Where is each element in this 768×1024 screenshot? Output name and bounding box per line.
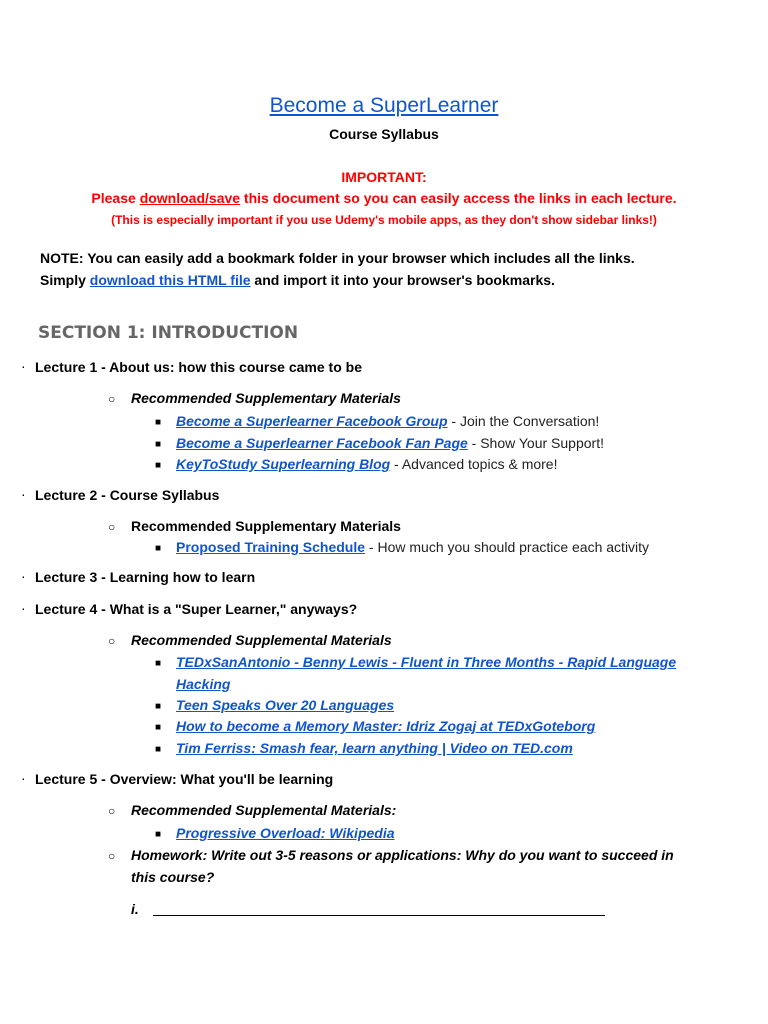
circle-bullet-icon: ○ — [108, 392, 116, 406]
bullet-icon: · — [21, 600, 26, 616]
square-bullet-icon: ■ — [155, 722, 162, 733]
important-text-pre: Please — [91, 190, 140, 206]
training-schedule-link[interactable]: Proposed Training Schedule — [176, 539, 366, 555]
list-item — [176, 740, 573, 756]
lecture-1-materials-heading: Recommended Supplementary Materials — [131, 390, 401, 406]
homework-text — [131, 844, 731, 888]
list-item-continuation — [176, 676, 230, 692]
memory-master-link[interactable]: How to become a Memory Master: Idriz Zogaj at TEDxGoteborg — [176, 718, 596, 734]
answer-blank-line[interactable] — [153, 915, 605, 916]
note-text-pre: Simply — [40, 272, 90, 288]
tim-ferriss-link[interactable]: Tim Ferriss: Smash fear, learn anything | Video on TED.com — [176, 740, 573, 756]
bullet-icon: · — [21, 358, 26, 374]
tedx-benny-lewis-link-cont[interactable]: Hacking — [176, 676, 231, 692]
circle-bullet-icon: ○ — [108, 520, 116, 534]
download-html-link[interactable]: download this HTML file — [89, 272, 251, 288]
important-note: (This is especially important if you use Udemy's mobile apps, as they don't show sidebar links!) — [111, 213, 657, 227]
download-save-link[interactable]: download/save — [139, 190, 241, 206]
list-item — [176, 456, 557, 472]
circle-bullet-icon: ○ — [108, 849, 116, 863]
list-item — [176, 413, 599, 429]
note-text-post: and import it into your browser's bookmarks. — [250, 272, 555, 288]
list-item-desc: - Join the Conversation! — [447, 413, 600, 429]
list-item-desc: - Show Your Support! — [467, 435, 604, 451]
square-bullet-icon: ■ — [155, 417, 162, 428]
lecture-5-title: Lecture 5 - Overview: What you'll be learning — [35, 771, 334, 787]
lecture-4-title: Lecture 4 - What is a "Super Learner," anyways? — [35, 601, 358, 617]
bullet-icon: · — [21, 770, 26, 786]
lecture-4-materials-heading: Recommended Supplemental Materials — [131, 632, 392, 648]
section-heading: SECTION 1: INTRODUCTION — [38, 323, 299, 343]
lecture-2-materials-heading: Recommended Supplementary Materials — [131, 518, 401, 534]
bullet-icon: · — [21, 568, 26, 584]
list-item-desc: - How much you should practice each activity — [365, 539, 650, 555]
list-item — [176, 718, 595, 734]
lecture-1-title: Lecture 1 - About us: how this course came to be — [35, 359, 362, 375]
progressive-overload-link[interactable]: Progressive Overload: Wikipedia — [176, 825, 395, 841]
list-item-desc: - Advanced topics & more! — [390, 456, 558, 472]
important-text-post: this document so you can easily access the links in each lecture. — [240, 190, 677, 206]
note-line-1: NOTE: You can easily add a bookmark folder in your browser which includes all the links. — [40, 250, 635, 266]
tedx-benny-lewis-link[interactable]: TEDxSanAntonio - Benny Lewis - Fluent in Three Months - Rapid Language — [176, 654, 677, 670]
circle-bullet-icon: ○ — [108, 634, 116, 648]
important-heading: IMPORTANT: — [341, 169, 427, 185]
lecture-2-title: Lecture 2 - Course Syllabus — [35, 487, 220, 503]
important-line — [0, 190, 768, 206]
square-bullet-icon: ■ — [155, 658, 162, 669]
circle-bullet-icon: ○ — [108, 804, 116, 818]
note-line-2 — [40, 272, 740, 288]
lecture-3-title: Lecture 3 - Learning how to learn — [35, 569, 256, 585]
homework-line-1: Homework: Write out 3-5 reasons or applications: Why do you want to succeed in — [131, 847, 674, 863]
document-subtitle: Course Syllabus — [329, 126, 439, 142]
homework-line-2: this course? — [131, 869, 215, 885]
square-bullet-icon: ■ — [155, 701, 162, 712]
title-link[interactable]: Become a SuperLearner — [269, 94, 499, 117]
square-bullet-icon: ■ — [155, 460, 162, 471]
teen-speaks-link[interactable]: Teen Speaks Over 20 Languages — [176, 697, 395, 713]
list-item — [176, 654, 676, 670]
facebook-fan-page-link[interactable]: Become a Superlearner Facebook Fan Page — [176, 435, 468, 451]
document-title[interactable] — [0, 94, 768, 118]
blog-link[interactable]: KeyToStudy Superlearning Blog — [176, 456, 391, 472]
square-bullet-icon: ■ — [155, 829, 162, 840]
list-item — [176, 435, 604, 451]
list-item — [176, 697, 394, 713]
square-bullet-icon: ■ — [155, 439, 162, 450]
list-item — [176, 539, 649, 555]
list-item — [176, 825, 395, 841]
square-bullet-icon: ■ — [155, 744, 162, 755]
facebook-group-link[interactable]: Become a Superlearner Facebook Group — [176, 413, 448, 429]
bullet-icon: · — [21, 486, 26, 502]
lecture-5-materials-heading: Recommended Supplemental Materials: — [131, 802, 397, 818]
roman-numeral: i. — [131, 901, 139, 917]
square-bullet-icon: ■ — [155, 543, 162, 554]
